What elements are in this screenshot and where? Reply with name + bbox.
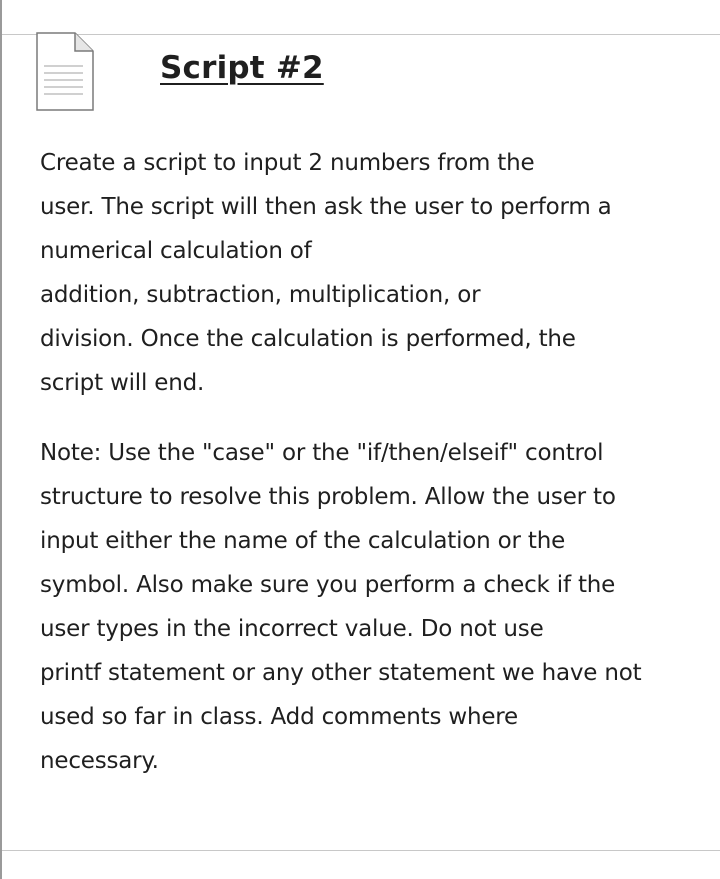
document-icon xyxy=(35,32,95,112)
text-line: Note: Use the "case" or the "if/then/elseif" control xyxy=(40,440,604,466)
text-line: division. Once the calculation is performed, the xyxy=(40,326,576,352)
top-divider xyxy=(2,34,720,35)
page-left-border xyxy=(0,0,2,879)
text-line: necessary. xyxy=(40,748,159,774)
text-line: user. The script will then ask the user to perform a xyxy=(40,194,612,220)
bottom-divider xyxy=(2,850,720,851)
text-line: user types in the incorrect value. Do not use xyxy=(40,616,544,642)
text-line: printf statement or any other statement we have not xyxy=(40,660,642,686)
text-line: addition, subtraction, multiplication, or xyxy=(40,282,481,308)
page-title: Script #2 xyxy=(160,50,324,86)
text-line: Create a script to input 2 numbers from the xyxy=(40,150,535,176)
text-line: script will end. xyxy=(40,370,205,396)
instructions-paragraph xyxy=(40,141,700,405)
text-line: structure to resolve this problem. Allow the user to xyxy=(40,484,616,510)
note-paragraph xyxy=(40,431,700,783)
text-line: used so far in class. Add comments where xyxy=(40,704,518,730)
text-line: numerical calculation of xyxy=(40,238,312,264)
text-line: input either the name of the calculation or the xyxy=(40,528,566,554)
text-line: symbol. Also make sure you perform a check if the xyxy=(40,572,616,598)
